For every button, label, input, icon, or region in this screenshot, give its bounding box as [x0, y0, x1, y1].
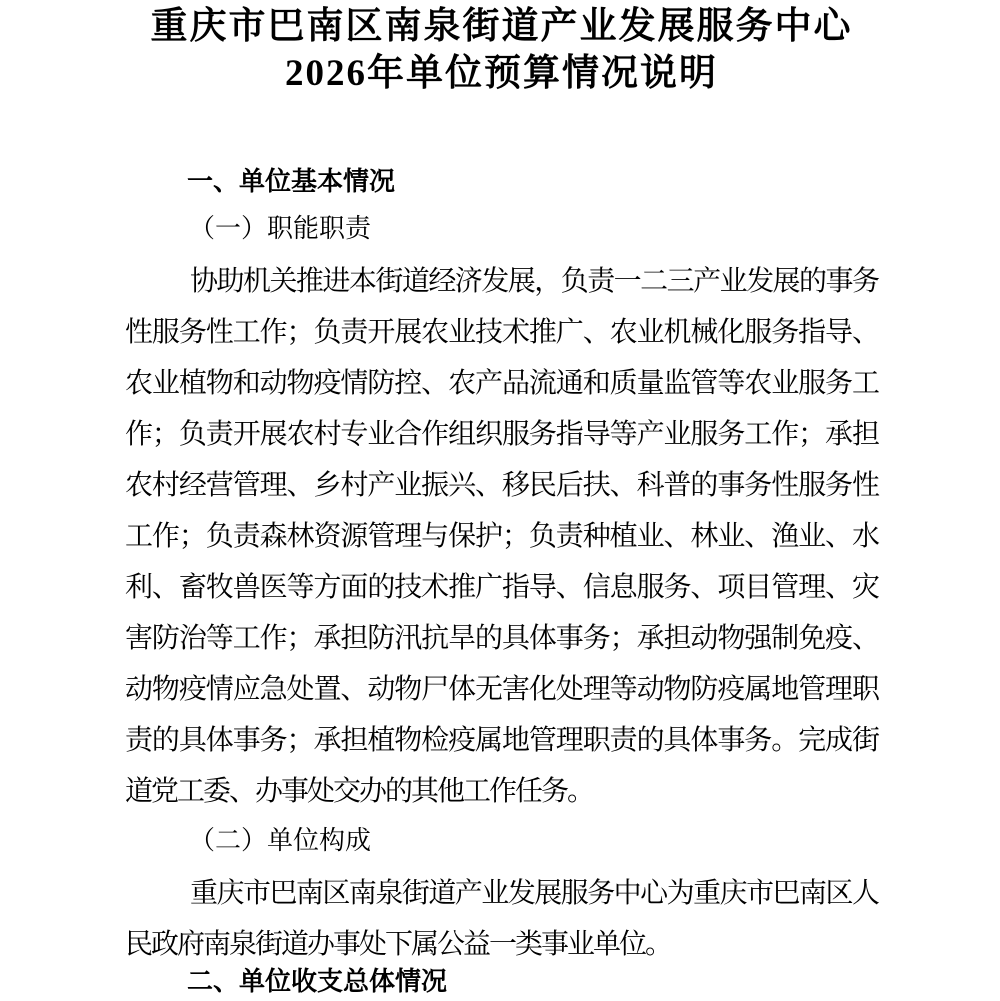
body-line: 重庆市巴南区南泉街道产业发展服务中心为重庆市巴南区人 — [190, 878, 878, 909]
document-title — [125, 0, 878, 97]
document-body — [125, 156, 878, 1001]
body-line: 农业植物和动物疫情防控、农产品流通和质量监管等农业服务工 — [125, 368, 878, 399]
section-heading: 二、单位收支总体情况 — [187, 966, 448, 996]
body-line: 协助机关推进本街道经济发展，负责一二三产业发展的事务 — [190, 266, 878, 297]
body-line: 工作；负责森林资源管理与保护；负责种植业、林业、渔业、水 — [125, 521, 878, 552]
body-line: 利、畜牧兽医等方面的技术推广指导、信息服务、项目管理、灾 — [125, 572, 878, 603]
body-line: 责的具体事务；承担植物检疫属地管理职责的具体事务。完成街 — [125, 725, 878, 756]
body-line: 作；负责开展农村专业合作组织服务指导等产业服务工作；承担 — [125, 419, 878, 450]
section-heading: 一、单位基本情况 — [187, 166, 396, 196]
body-paragraph — [125, 256, 878, 817]
title-line-1: 重庆市巴南区南泉街道产业发展服务中心 — [150, 6, 853, 47]
body-line: 害防治等工作；承担防汛抗旱的具体事务；承担动物强制免疫、 — [125, 623, 878, 654]
body-line: 性服务性工作；负责开展农业技术推广、农业机械化服务指导、 — [125, 317, 878, 348]
title-line-2: 2026年单位预算情况说明 — [285, 53, 718, 94]
body-line: 道党工委、办事处交办的其他工作任务。 — [125, 776, 594, 807]
body-line: 动物疫情应急处置、动物尸体无害化处理等动物防疫属地管理职 — [125, 674, 878, 705]
body-paragraph — [125, 868, 878, 970]
document-content — [125, 0, 878, 1001]
body-line: 民政府南泉街道办事处下属公益一类事业单位。 — [125, 929, 672, 960]
subsection-heading: （二）单位构成 — [189, 826, 372, 855]
subsection-heading: （一）职能职责 — [189, 214, 372, 243]
body-line: 农村经营管理、乡村产业振兴、移民后扶、科普的事务性服务性 — [125, 470, 878, 501]
